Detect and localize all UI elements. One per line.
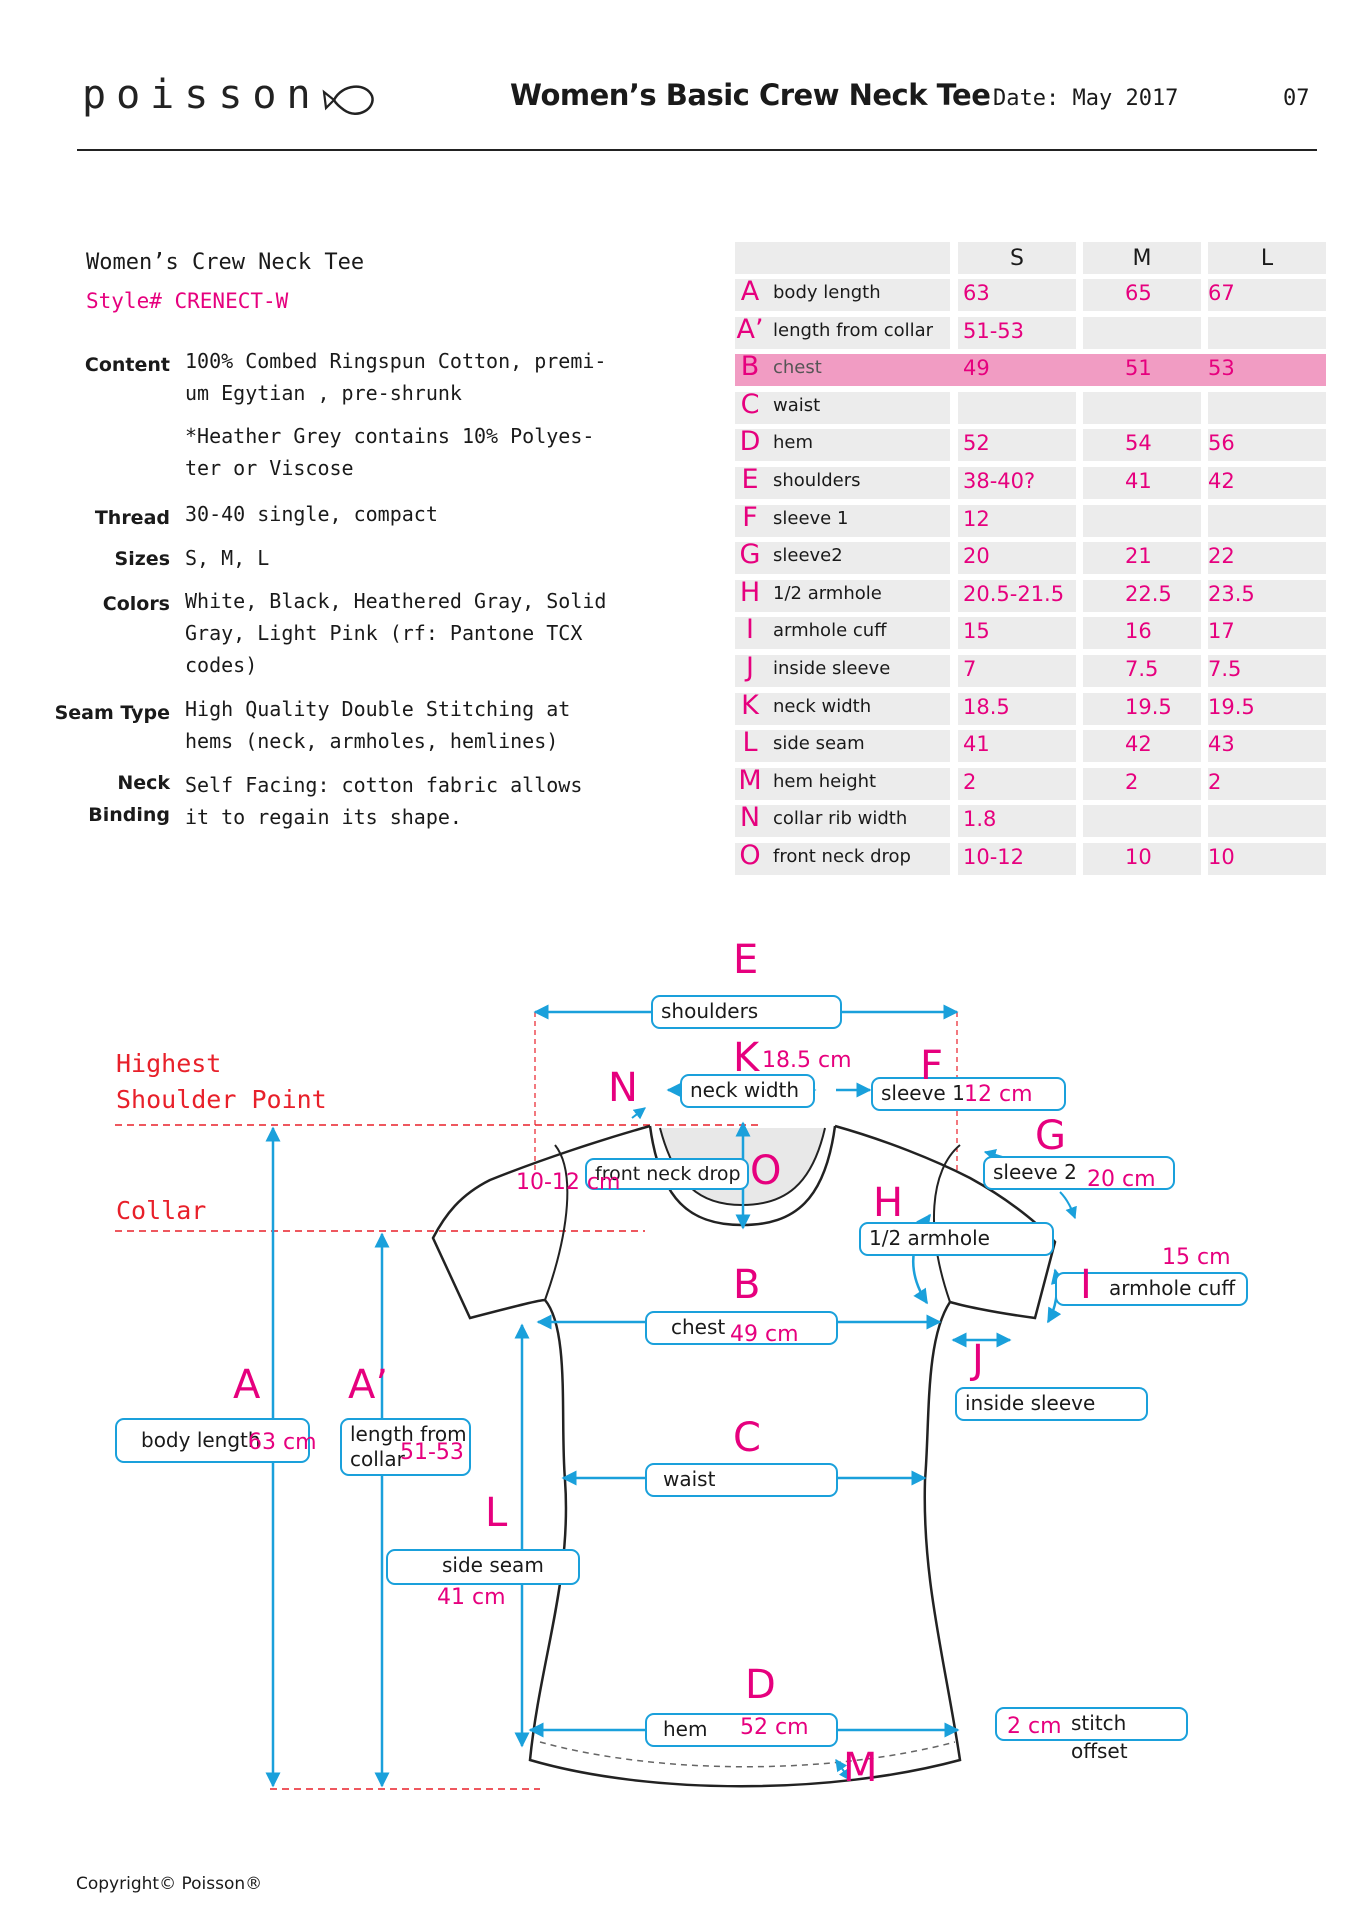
copyright-notice: Copyright© Poisson® [76, 1874, 263, 1894]
sleeve2-label: sleeve 2 [993, 1160, 1077, 1184]
spec-value: *Heather Grey contains 10% Polyes- ter or Viscose [185, 424, 595, 480]
size-m-value: 16 [1125, 619, 1152, 644]
row-letter: D [739, 426, 761, 458]
hem-value: 52 cm [740, 1715, 809, 1740]
size-s-value: 7 [963, 657, 977, 681]
size-header-m: M [1132, 246, 1152, 271]
row-measurement-name: hem height [773, 770, 877, 792]
sleeve1-value: 12 cm [964, 1082, 1033, 1107]
letter-l: L [485, 1490, 508, 1536]
letter-m: M [843, 1745, 878, 1791]
letter-k: K [733, 1035, 760, 1081]
row-letter: M [738, 764, 762, 796]
row-measurement-name: sleeve2 [773, 545, 843, 567]
hem-box: hem [645, 1713, 838, 1747]
spec-value: S, M, L [185, 546, 270, 570]
size-s-value: 41 [963, 732, 990, 757]
row-measurement-name: shoulders [773, 470, 861, 491]
size-m-value: 2 [1125, 769, 1139, 794]
spec-value: 100% Combed Ringspun Cotton, premi- um Egytian , pre-shrunk [185, 349, 607, 405]
size-m-value: 7.5 [1125, 657, 1159, 681]
size-s-value: 18.5 [963, 694, 1010, 719]
letter-o: O [750, 1148, 782, 1194]
row-letter: E [741, 464, 759, 495]
chest-box: chest [645, 1311, 838, 1345]
armhole-cuff-value: 15 cm [1162, 1245, 1231, 1270]
size-m-value: 41 [1125, 469, 1152, 493]
row-letter: L [742, 727, 758, 759]
spec-label: Content [84, 354, 170, 376]
spec-value: Self Facing: cotton fabric allows it to regain its shape. [185, 773, 583, 829]
size-m-value: 54 [1125, 431, 1152, 456]
row-measurement-name: hem [773, 432, 814, 454]
row-letter: N [739, 802, 761, 834]
armhole-cuff-box: armhole cuff [1055, 1272, 1248, 1306]
row-letter: O [739, 840, 761, 871]
size-l-value: 43 [1208, 732, 1235, 757]
size-m-value: 51 [1125, 356, 1152, 381]
size-s-value: 12 [963, 506, 990, 531]
size-l-value: 10 [1208, 845, 1235, 869]
stitch-offset-box: stitch offset [995, 1707, 1188, 1741]
neck-width-value: 18.5 cm [762, 1048, 852, 1073]
document-title: Women’s Basic Crew Neck Tee [510, 78, 991, 112]
letter-b: B [733, 1262, 761, 1308]
letter-a: A [233, 1362, 261, 1408]
row-letter: A [740, 276, 760, 307]
size-l-value: 42 [1208, 469, 1235, 493]
size-header-s: S [1010, 246, 1024, 271]
page-number: 07 [1283, 86, 1310, 111]
size-m-value: 19.5 [1125, 694, 1172, 719]
row-measurement-name: length from collar [773, 319, 934, 341]
front-neck-drop-value: 10-12 cm [516, 1170, 621, 1195]
row-letter: C [740, 388, 760, 420]
size-l-value: 53 [1208, 356, 1235, 381]
letter-e: E [733, 937, 759, 983]
size-l-value: 22 [1208, 544, 1235, 569]
size-header-l: L [1260, 246, 1274, 271]
collar-label: Collar [116, 1196, 207, 1225]
size-s-value: 38-40? [963, 469, 1036, 493]
size-s-value: 2 [963, 769, 977, 794]
style-number: Style# CRENECT-W [86, 289, 289, 313]
size-s-value: 20.5-21.5 [963, 581, 1065, 606]
spec-value: 30-40 single, compact [185, 502, 438, 526]
size-s-value: 51-53 [963, 318, 1025, 343]
row-measurement-name: sleeve 1 [773, 507, 849, 529]
row-letter: A’ [736, 313, 764, 345]
row-measurement-name: side seam [773, 733, 865, 755]
letter-d: D [745, 1662, 776, 1708]
size-m-value: 10 [1125, 845, 1152, 869]
size-l-value: 67 [1208, 281, 1235, 305]
row-letter: G [739, 539, 761, 571]
document-date: Date: May 2017 [993, 86, 1179, 111]
row-measurement-name: inside sleeve [773, 658, 891, 679]
letter-a-prime: A’ [348, 1362, 389, 1408]
front-neck-drop-box: front neck drop [585, 1158, 749, 1190]
size-s-value: 1.8 [963, 807, 997, 832]
letter-j: J [972, 1337, 984, 1383]
spec-title: Women’s Crew Neck Tee [86, 250, 365, 275]
row-letter: F [742, 501, 758, 533]
half-armhole-box: 1/2 armhole [859, 1222, 1054, 1256]
row-letter: H [739, 576, 761, 608]
row-letter: B [740, 351, 760, 383]
sleeve1-label: sleeve 1 [881, 1081, 965, 1105]
spec-label: Neck Binding [88, 772, 170, 826]
row-letter: K [741, 689, 759, 721]
size-m-value: 65 [1125, 281, 1152, 305]
size-s-value: 49 [963, 356, 990, 381]
body-length-value: 63 cm [248, 1430, 317, 1455]
size-s-value: 52 [963, 431, 990, 456]
size-l-value: 2 [1208, 769, 1222, 794]
row-measurement-name: waist [773, 394, 821, 416]
spec-label: Thread [94, 507, 170, 529]
spec-label: Seam Type [54, 702, 170, 724]
size-m-value: 22.5 [1125, 581, 1172, 606]
size-m-value: 21 [1125, 544, 1152, 569]
row-letter: J [746, 652, 754, 683]
length-from-collar-box: length from collar [340, 1418, 471, 1476]
letter-g: G [1035, 1113, 1066, 1159]
body-length-box: body length [115, 1418, 310, 1463]
letter-i: I [1080, 1262, 1092, 1308]
stitch-offset-value: 2 cm [1007, 1714, 1062, 1739]
letter-n: N [608, 1065, 638, 1111]
length-from-collar-value: 51-53 [400, 1440, 464, 1465]
spec-value: High Quality Double Stitching at hems (neck, armholes, hemlines) [185, 697, 571, 753]
spec-label: Colors [102, 593, 170, 615]
spec-value: White, Black, Heathered Gray, Solid Gray, Light Pink (rf: Pantone TCX codes) [185, 589, 607, 677]
chest-value: 49 cm [730, 1322, 799, 1347]
inside-sleeve-box: inside sleeve [955, 1387, 1148, 1421]
spec-label: Sizes [114, 548, 170, 570]
size-l-value: 19.5 [1208, 694, 1255, 719]
row-measurement-name: neck width [773, 695, 872, 717]
waist-box: waist [645, 1463, 838, 1497]
neck-width-box: neck width [680, 1074, 815, 1108]
size-s-value: 10-12 [963, 845, 1025, 869]
row-letter: I [746, 614, 754, 646]
size-l-value: 56 [1208, 431, 1235, 456]
shoulders-box: shoulders [651, 995, 842, 1029]
side-seam-box: side seam [386, 1549, 580, 1585]
row-measurement-name: 1/2 armhole [773, 582, 882, 604]
row-measurement-name: chest [773, 357, 822, 379]
row-measurement-name: armhole cuff [773, 620, 887, 642]
size-l-value: 23.5 [1208, 581, 1255, 606]
brand-logo-text: poisson [82, 72, 321, 118]
size-s-value: 20 [963, 544, 990, 569]
letter-c: C [733, 1415, 761, 1461]
row-measurement-name: front neck drop [773, 846, 911, 867]
letter-h: H [873, 1180, 904, 1226]
letter-f: F [920, 1043, 944, 1089]
size-s-value: 15 [963, 619, 990, 644]
highest-shoulder-label: Highest Shoulder Point [116, 1049, 327, 1114]
row-measurement-name: body length [773, 282, 881, 303]
row-measurement-name: collar rib width [773, 808, 908, 830]
size-m-value: 42 [1125, 732, 1152, 757]
size-l-value: 17 [1208, 619, 1235, 644]
sleeve2-value: 20 cm [1087, 1167, 1156, 1192]
side-seam-value: 41 cm [437, 1585, 506, 1610]
size-l-value: 7.5 [1208, 657, 1242, 681]
size-s-value: 63 [963, 281, 990, 305]
